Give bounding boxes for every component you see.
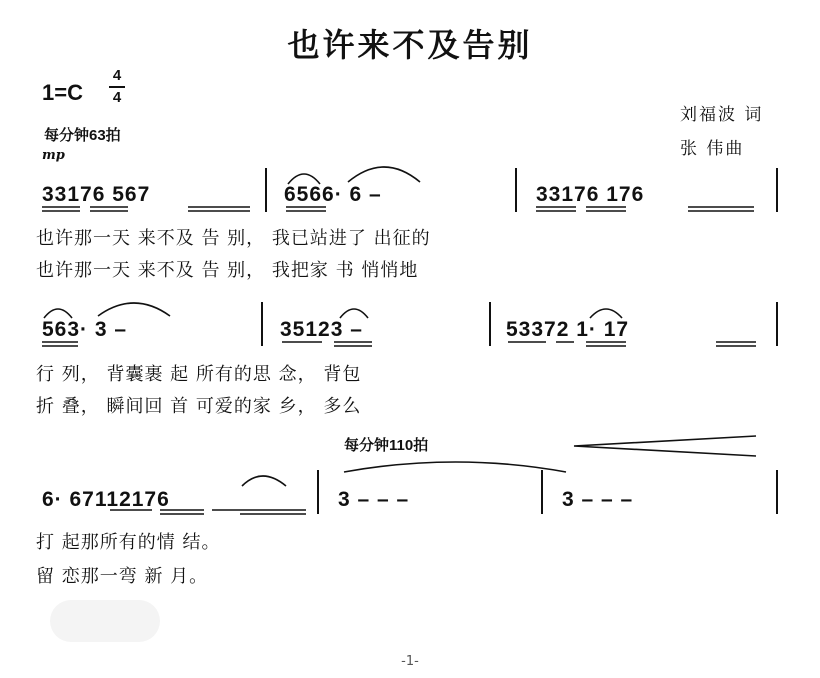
slur [590, 309, 622, 318]
tempo-marking-start: 每分钟63拍 [44, 127, 121, 144]
notes-s2-m3: 53372 1· 17 [506, 318, 630, 341]
notes-s1-m1: 33176 567 [42, 183, 151, 206]
page-number: -1- [401, 654, 419, 669]
key-signature: 1=C [42, 80, 83, 105]
lyrics-s2-verse2: 折 叠， 瞬间回 首 可爱的家 乡， 多么 [36, 396, 362, 417]
lyrics-s3-verse1: 打 起那所有的情 结。 [36, 532, 221, 553]
slur [242, 476, 286, 486]
notes-s3-m2: 3 – – – [338, 488, 410, 511]
slur [340, 309, 368, 318]
lyrics-s2-verse1: 行 列， 背囊裹 起 所有的思 念， 背包 [36, 364, 362, 385]
song-title: 也许来不及告别 [287, 26, 533, 64]
time-signature-top: 4 [112, 67, 122, 84]
composer-credit: 张 伟曲 [680, 139, 745, 159]
slur [44, 309, 72, 318]
notes-s3-m3: 3 – – – [562, 488, 634, 511]
slur [348, 167, 420, 182]
tempo-marking-change: 每分钟110拍 [344, 437, 429, 454]
dynamic-marking: mp [42, 148, 65, 163]
notes-s2-m2: 35123 – [280, 318, 363, 341]
notes-s1-m3: 33176 176 [536, 183, 645, 206]
notes-s3-m1: 6· 67112176 [42, 488, 170, 511]
time-signature-bottom: 4 [112, 89, 122, 106]
lyrics-s3-verse2: 留 恋那一弯 新 月。 [36, 566, 209, 587]
notes-s2-m1: 563· 3 – [42, 318, 128, 341]
notes-s1-m2: 6566· 6 – [284, 183, 382, 206]
lyrics-s1-verse1: 也许那一天 来不及 告 别， 我已站进了 出征的 [36, 228, 431, 249]
tie [344, 462, 566, 472]
crescendo-hairpin [574, 436, 756, 456]
lyricist-credit: 刘福波 词 [680, 105, 764, 125]
slur [288, 174, 320, 184]
lyrics-s1-verse2: 也许那一天 来不及 告 别， 我把家 书 悄悄地 [36, 260, 419, 281]
slur [98, 303, 170, 316]
